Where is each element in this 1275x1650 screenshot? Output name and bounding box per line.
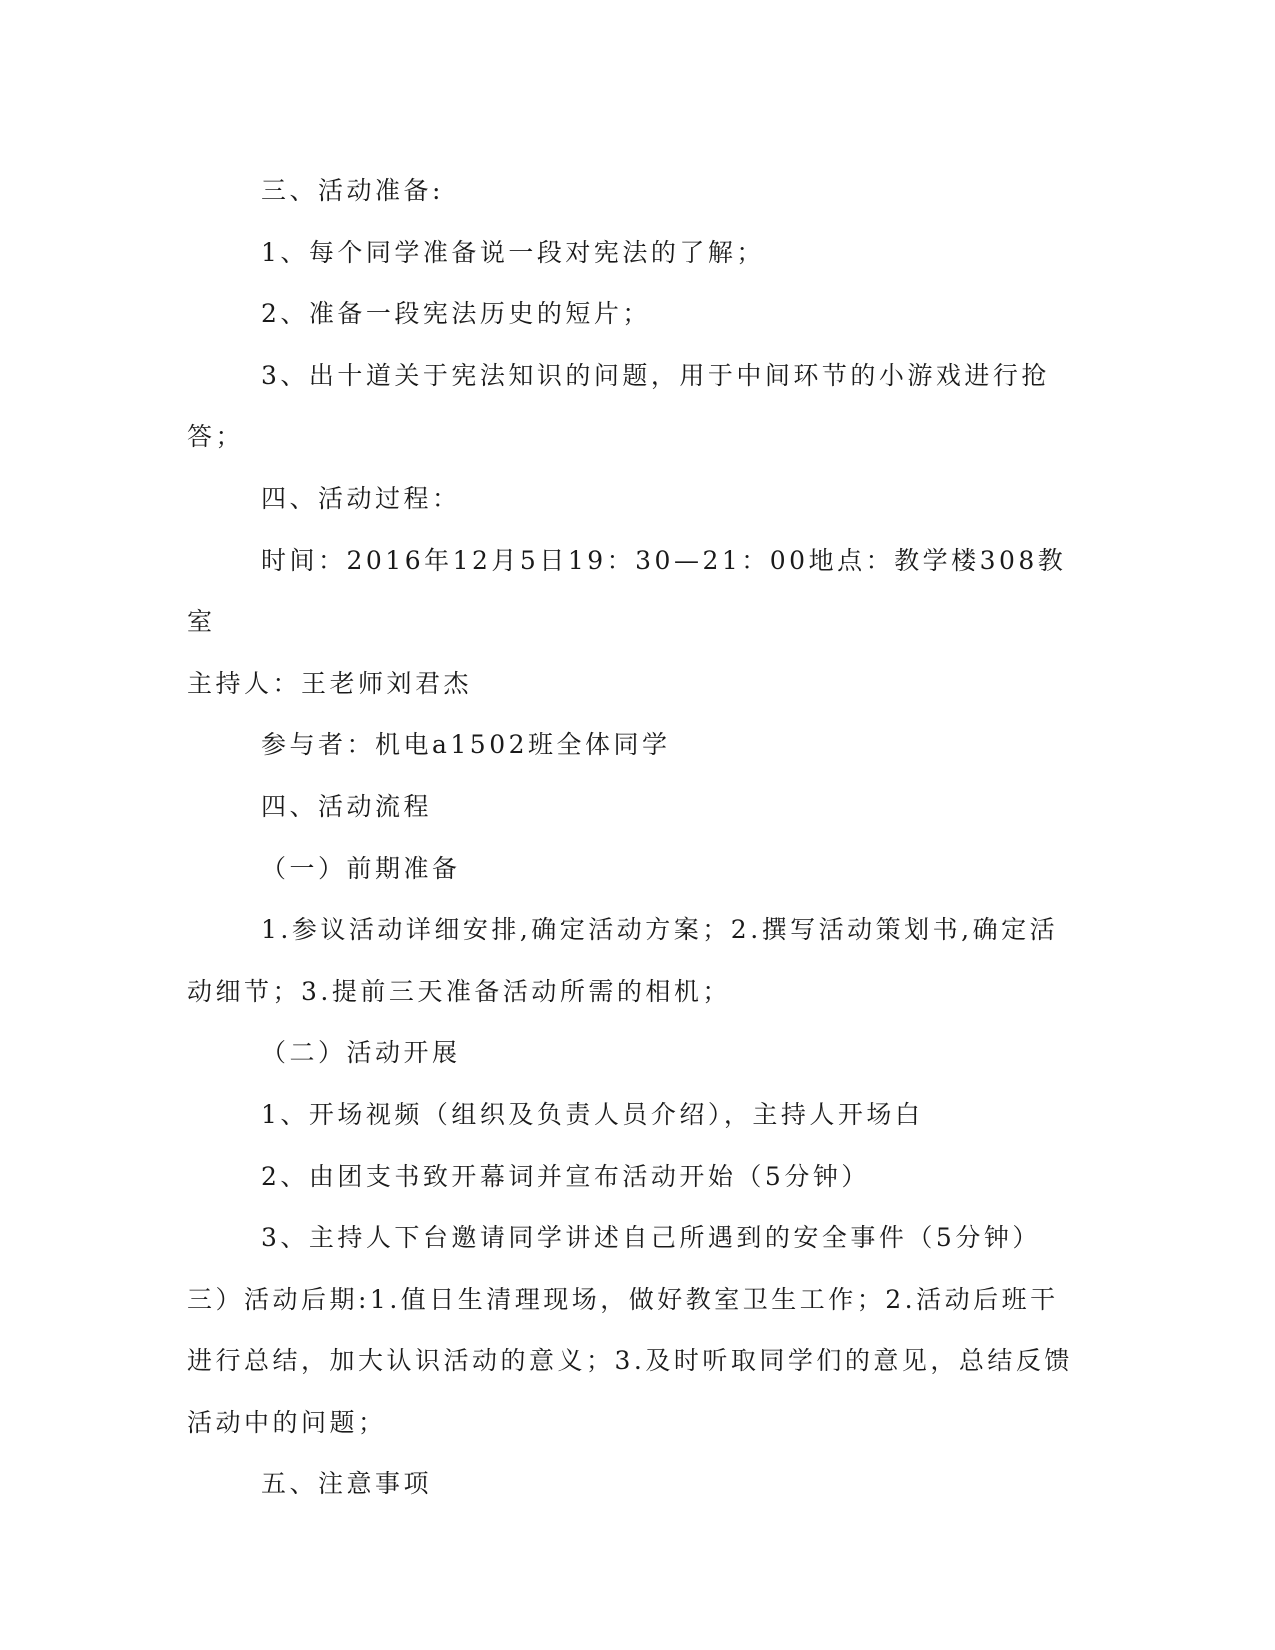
section-heading-notes: 五、注意事项 — [261, 1469, 433, 1499]
paragraph-host: 主持人：王老师刘君杰 — [187, 668, 473, 698]
paragraph: 2、由团支书致开幕词并宣布活动开始（5分钟） — [261, 1161, 870, 1191]
section-heading-preparation: 三、活动准备: — [261, 176, 444, 205]
section-heading-process: 四、活动过程： — [261, 483, 461, 513]
section-heading-flow: 四、活动流程 — [261, 791, 433, 821]
paragraph: 2、准备一段宪法历史的短片； — [261, 299, 651, 329]
subsection-heading-early: （一）前期准备 — [261, 853, 461, 883]
subsection-heading-conduct: （二）活动开展 — [261, 1038, 461, 1068]
paragraph: 1、每个同学准备说一段对宪法的了解； — [261, 237, 765, 267]
paragraph: 1、开场视频（组织及负责人员介绍），主持人开场白 — [261, 1099, 924, 1129]
paragraph: 3、主持人下台邀请同学讲述自己所遇到的安全事件（5分钟）三）活动后期:1.值日生清理现场，做好教室卫生工作；2.活动后班干进行总结，加大认识活动的意义；3.及时听取同学们的意见，总结反馈活动中的问题； — [187, 1223, 1073, 1437]
paragraph-participants: 参与者：机电a1502班全体同学 — [261, 730, 671, 760]
paragraph: 1.参议活动详细安排,确定活动方案；2.撰写活动策划书,确定活动细节；3.提前三天准备活动所需的相机； — [187, 915, 1059, 1006]
document-body — [187, 160, 1077, 1515]
paragraph: 3、出十道关于宪法知识的问题，用于中间环节的小游戏进行抢答； — [187, 360, 1050, 452]
paragraph-time-location: 时间：2016年12月5日19：30—21：00地点：教学楼308教室 — [187, 545, 1067, 637]
